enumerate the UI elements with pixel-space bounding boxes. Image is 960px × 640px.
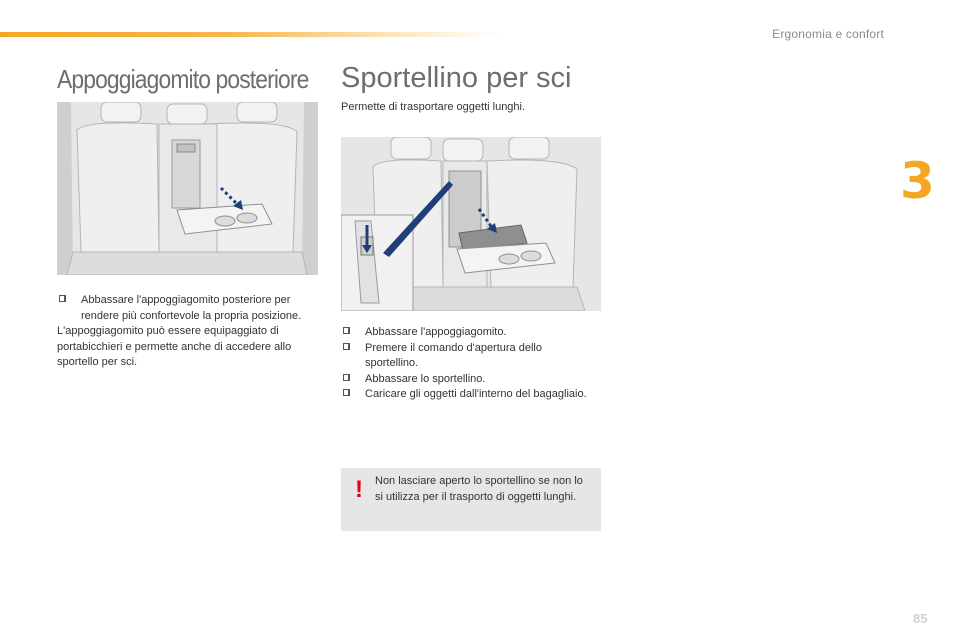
ski-hatch-title: Sportellino per sci <box>341 62 572 94</box>
page-number: 85 <box>913 611 928 626</box>
section-title: Ergonomia e confort <box>772 27 884 41</box>
rear-armrest-illustration <box>57 102 318 275</box>
list-item: Premere il comando d'apertura dello sportellino. <box>341 341 591 372</box>
checkbox-bullet-icon <box>343 327 350 334</box>
header-accent-bar <box>0 32 500 37</box>
ski-hatch-steps <box>341 325 591 403</box>
checkbox-bullet-icon <box>343 389 350 396</box>
chapter-number: 3 <box>900 152 935 210</box>
rear-armrest-title: Appoggiagomito posteriore <box>57 64 309 94</box>
ski-hatch-subtitle: Permette di trasportare oggetti lunghi. <box>341 101 526 113</box>
list-item: Abbassare lo sportellino. <box>341 372 591 388</box>
warning-exclamation-icon: ! <box>355 476 363 503</box>
list-item: Caricare gli oggetti dall'interno del bagagliaio. <box>341 387 591 403</box>
rear-armrest-text <box>57 293 307 371</box>
warning-text: Non lasciare aperto lo sportellino se non lo si utilizza per il trasporto di oggetti lunghi. <box>375 475 583 503</box>
rear-armrest-paragraph: L'appoggiagomito può essere equipaggiato di portabicchieri e permette anche di accedere allo sportello per sci. <box>57 325 292 368</box>
checkbox-bullet-icon <box>59 295 66 302</box>
list-item: Abbassare l'appoggiagomito posteriore per rendere più confortevole la propria posizione. <box>57 293 307 324</box>
list-item: Abbassare l'appoggiagomito. <box>341 325 591 341</box>
warning-box <box>341 468 601 531</box>
checkbox-bullet-icon <box>343 343 350 350</box>
checkbox-bullet-icon <box>343 374 350 381</box>
ski-hatch-illustration <box>341 137 601 311</box>
